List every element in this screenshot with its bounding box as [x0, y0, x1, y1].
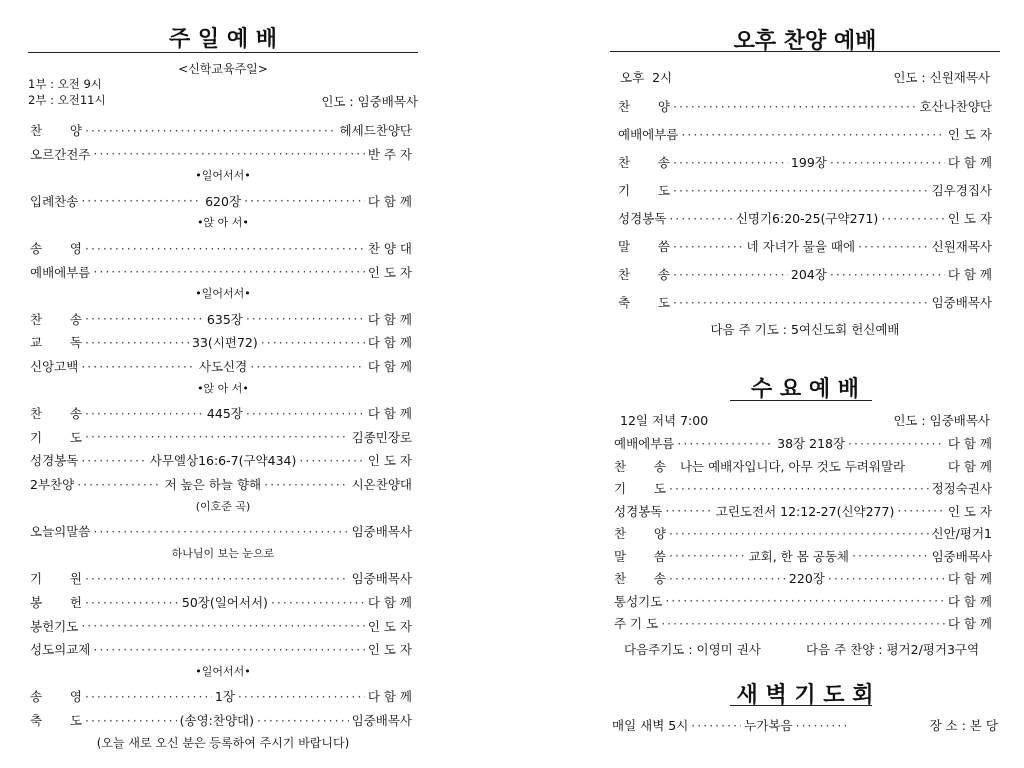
leader-dots — [246, 406, 365, 421]
order-person: 다 함 께 — [367, 193, 412, 209]
leader-dots — [661, 616, 945, 631]
order-row — [30, 332, 412, 352]
order-person: 다 함 께 — [947, 593, 992, 609]
order-label: 찬 송 — [618, 267, 670, 282]
order-detail: 사무엘상16:6-7(구약434) — [149, 453, 297, 469]
order-person: 반 주 자 — [367, 146, 412, 162]
order-person: 임중배목사 — [351, 571, 412, 587]
order-detail: 네 자녀가 물을 때에 — [746, 239, 856, 254]
order-person: 다 함 께 — [947, 267, 992, 282]
order-row — [618, 96, 992, 116]
order-note: 하나님이 보는 눈으로 — [171, 546, 275, 560]
leader-dots — [85, 406, 204, 421]
leader-dots — [246, 311, 365, 326]
order-detail: 50장(일어서서) — [181, 595, 268, 610]
order-label: 축 도 — [30, 713, 82, 728]
order-person: 인 도 자 — [947, 127, 992, 142]
leader-dots — [677, 436, 774, 451]
order-person: 다 함 께 — [367, 406, 412, 422]
service-time-1: 1부 : 오전 9시 — [28, 77, 102, 91]
order-person: 헤세드찬양단 — [339, 123, 412, 138]
order-row — [614, 568, 992, 588]
order-row — [618, 236, 992, 256]
sunday-leader: 인도 : 임중배목사 — [321, 94, 418, 109]
order-detail: 620장 — [205, 193, 242, 209]
leader-dots — [85, 571, 349, 586]
order-person: 다 함 께 — [947, 155, 992, 170]
leader-dots — [665, 503, 712, 518]
order-person: 인 도 자 — [367, 618, 412, 634]
order-row — [618, 124, 992, 144]
wednesday-next-praise: 다음 주 찬양 : 평거2/평거3구역 — [806, 642, 980, 657]
sunday-subtitle: <신학교육주일> — [178, 62, 268, 76]
order-person: 다 함 께 — [947, 616, 992, 631]
order-label: 찬 송 — [618, 155, 670, 170]
order-note: (이호준 곡) — [195, 499, 251, 513]
leader-dots — [681, 127, 944, 142]
order-row — [614, 456, 992, 476]
order-detail: 신명기6:20-25(구약271) — [735, 211, 879, 226]
order-label: 오늘의말씀 — [30, 524, 91, 540]
order-label: 예배에부름 — [614, 436, 675, 451]
order-row — [30, 238, 412, 258]
order-label: 주 기 도 — [614, 616, 659, 631]
order-label: 예배에부름 — [618, 127, 679, 142]
leader-dots — [897, 503, 944, 518]
order-person: 인 도 자 — [367, 264, 412, 280]
leader-dots — [669, 526, 929, 541]
order-detail: 33(시편72) — [192, 335, 258, 351]
order-row — [614, 591, 992, 611]
order-row — [614, 523, 992, 543]
order-row — [618, 180, 992, 200]
order-detail: (송영:찬양대) — [179, 713, 254, 728]
order-row — [30, 592, 412, 612]
order-label: 찬 송 — [614, 458, 666, 474]
order-person: 임중배목사 — [351, 713, 413, 728]
dawn-prayer-row — [612, 715, 998, 735]
order-person: 다 함 께 — [367, 335, 412, 351]
order-row — [30, 521, 412, 541]
leader-dots — [828, 571, 945, 586]
title-rule — [28, 52, 418, 53]
leader-dots — [85, 123, 337, 138]
order-row — [618, 152, 992, 172]
order-label: 기 도 — [30, 429, 82, 445]
leader-dots — [852, 548, 929, 563]
order-label: 찬 송 — [614, 571, 666, 586]
order-row — [618, 208, 992, 228]
order-label: 찬 양 — [30, 123, 82, 138]
order-label: 성경봉독 — [30, 453, 79, 469]
leader-dots — [673, 99, 917, 114]
leader-dots — [669, 481, 929, 496]
leader-dots — [848, 436, 945, 451]
leader-dots — [264, 477, 348, 492]
leader-dots — [261, 335, 365, 350]
order-label: 찬 양 — [614, 526, 666, 541]
order-person: 신원재목사 — [931, 239, 993, 254]
order-person: 호산나찬양단 — [919, 99, 992, 114]
order-label: 예배에부름 — [30, 264, 91, 280]
order-row — [30, 120, 412, 140]
leader-dots — [881, 211, 945, 226]
order-note: •앉 아 서• — [197, 381, 249, 395]
wednesday-leader: 인도 : 임중배목사 — [893, 413, 990, 428]
leader-dots — [77, 477, 161, 492]
order-row — [30, 427, 412, 447]
order-person: 정정숙권사 — [931, 481, 992, 496]
order-label: 말 씀 — [614, 548, 666, 564]
order-person: 임중배목사 — [931, 295, 992, 310]
order-note: •일어서서• — [195, 169, 251, 183]
order-row — [614, 478, 992, 498]
order-label: 신앙고백 — [30, 359, 79, 374]
title-rule — [730, 705, 872, 706]
leader-dots — [81, 618, 365, 633]
order-label: 찬 송 — [30, 406, 82, 422]
order-person: 인 도 자 — [947, 503, 992, 519]
leader-dots — [85, 689, 212, 704]
leader-dots — [673, 267, 788, 282]
order-row — [614, 433, 992, 453]
order-row — [30, 686, 412, 706]
leader-dots — [85, 713, 177, 728]
leader-dots — [673, 239, 744, 254]
title-rule — [730, 400, 872, 401]
order-label: 찬 양 — [618, 99, 670, 114]
dawn-place: 장 소 : 본 당 — [929, 718, 998, 733]
order-detail: 고린도전서 12:12-27(신약277) — [715, 503, 895, 519]
order-label: 송 영 — [30, 689, 82, 705]
order-label: 축 도 — [618, 295, 670, 310]
order-row — [30, 568, 412, 588]
order-person: 다 함 께 — [947, 571, 992, 586]
order-row — [30, 309, 412, 329]
order-row — [30, 356, 412, 376]
order-row — [30, 144, 412, 164]
order-note: •앉 아 서• — [197, 216, 249, 230]
order-detail: 635장 — [206, 311, 243, 327]
order-note: •일어서서• — [195, 664, 251, 678]
leader-dots — [250, 359, 365, 374]
leader-dots — [93, 264, 364, 279]
order-label: 기 원 — [30, 571, 82, 587]
order-person: 찬 양 대 — [367, 241, 412, 256]
leader-dots — [673, 155, 788, 170]
order-label: 입례찬송 — [30, 193, 79, 209]
order-label: 통성기도 — [614, 593, 663, 609]
leader-dots — [669, 571, 786, 586]
leader-dots — [669, 548, 746, 563]
order-person: 김우경집사 — [931, 183, 992, 198]
afternoon-time: 오후 2시 — [620, 70, 673, 85]
leader-dots — [93, 524, 348, 539]
leader-dots — [830, 155, 945, 170]
order-detail: 220장 — [788, 571, 825, 586]
order-detail: 38장 218장 — [777, 436, 846, 451]
order-row — [30, 450, 412, 470]
order-row — [30, 474, 412, 494]
order-person: 김종민장로 — [351, 429, 412, 445]
order-person: 인 도 자 — [367, 642, 412, 658]
order-label: 봉헌기도 — [30, 618, 79, 634]
order-detail: 나는 예배자입니다, 아무 것도 두려워말라 — [679, 458, 906, 474]
order-row — [30, 191, 412, 211]
order-label: 성도의교제 — [30, 642, 91, 658]
leader-dots — [257, 713, 349, 728]
order-note: •일어서서• — [195, 287, 251, 301]
order-row — [30, 639, 412, 659]
order-row — [30, 710, 412, 730]
order-person: 인 도 자 — [947, 211, 993, 226]
order-detail: 저 높은 하늘 향해 — [164, 477, 262, 492]
order-label: 송 영 — [30, 241, 82, 256]
order-row — [618, 292, 992, 312]
leader-dots — [299, 453, 364, 468]
dawn-scripture: 누가복음 — [744, 718, 793, 733]
wednesday-next-prayer: 다음주기도 : 이영미 권사 — [624, 642, 761, 657]
leader-dots — [85, 429, 349, 444]
dawn-label: 매일 새벽 5시 — [612, 718, 689, 733]
leader-dots — [238, 689, 365, 704]
order-label: 2부찬양 — [30, 477, 75, 492]
leader-dots — [85, 335, 189, 350]
wednesday-time: 12일 저녁 7:00 — [620, 413, 709, 428]
leader-dots — [81, 453, 146, 468]
service-time-2: 2부 : 오전11시 — [28, 93, 106, 107]
leader-dots — [665, 593, 945, 608]
leader-dots — [830, 267, 945, 282]
leader-dots — [673, 295, 929, 310]
order-person: 다 함 께 — [367, 359, 412, 374]
order-person: 다 함 께 — [367, 689, 412, 705]
order-row — [614, 546, 992, 566]
order-person: 다 함 께 — [947, 458, 992, 474]
order-row — [30, 403, 412, 423]
order-label: 성경봉독 — [614, 503, 663, 519]
leader-dots — [85, 595, 179, 610]
order-detail: 사도신경 — [198, 359, 248, 374]
order-label: 찬 송 — [30, 311, 82, 327]
order-person: 다 함 께 — [367, 595, 413, 610]
order-person: 신안/평거1 — [931, 526, 992, 541]
order-label: 교 독 — [30, 335, 82, 351]
leader-dots — [858, 239, 929, 254]
leader-dots — [85, 311, 204, 326]
leader-dots — [85, 241, 365, 256]
leader-dots — [271, 595, 365, 610]
sunday-service-title: 주 일 예 배 — [169, 26, 277, 52]
order-label: 기 도 — [618, 183, 670, 198]
order-detail: 교회, 한 몸 공동체 — [748, 548, 849, 564]
order-person: 다 함 께 — [367, 311, 412, 327]
leader-dots — [81, 359, 196, 374]
leader-dots — [669, 211, 733, 226]
leader-dots — [93, 146, 364, 161]
order-detail: 204장 — [790, 267, 827, 282]
order-person: 인 도 자 — [367, 453, 413, 469]
leader-dots — [81, 193, 202, 208]
afternoon-next-prayer: 다음 주 기도 : 5여신도회 헌신예배 — [710, 322, 900, 337]
order-row — [614, 613, 992, 633]
leader-dots — [673, 183, 929, 198]
order-label: 오르간전주 — [30, 146, 91, 162]
leader-dots — [93, 642, 364, 657]
dawn-prayer-title: 새 벽 기 도 회 — [736, 682, 874, 708]
order-row — [618, 264, 992, 284]
order-detail: 1장 — [214, 689, 235, 705]
order-label: 기 도 — [614, 481, 666, 496]
order-label: 성경봉독 — [618, 211, 667, 226]
order-row — [30, 262, 412, 282]
order-label: 말 씀 — [618, 239, 670, 254]
order-person: 임중배목사 — [351, 524, 412, 540]
order-row — [614, 501, 992, 521]
leader-dots — [244, 193, 365, 208]
order-person: 시온찬양대 — [351, 477, 412, 492]
wednesday-service-title: 수 요 예 배 — [751, 376, 859, 402]
afternoon-service-title: 오후 찬양 예배 — [733, 28, 877, 54]
order-detail: 445장 — [206, 406, 243, 422]
order-person: 다 함 께 — [947, 436, 992, 451]
afternoon-leader: 인도 : 신원재목사 — [893, 70, 990, 85]
title-rule — [610, 51, 1000, 52]
order-detail: 199장 — [790, 155, 827, 170]
order-row — [30, 616, 412, 636]
order-note: (오늘 새로 오신 분은 등록하여 주시기 바랍니다) — [96, 735, 350, 750]
order-label: 봉 헌 — [30, 595, 82, 610]
order-person: 임중배목사 — [931, 548, 992, 564]
